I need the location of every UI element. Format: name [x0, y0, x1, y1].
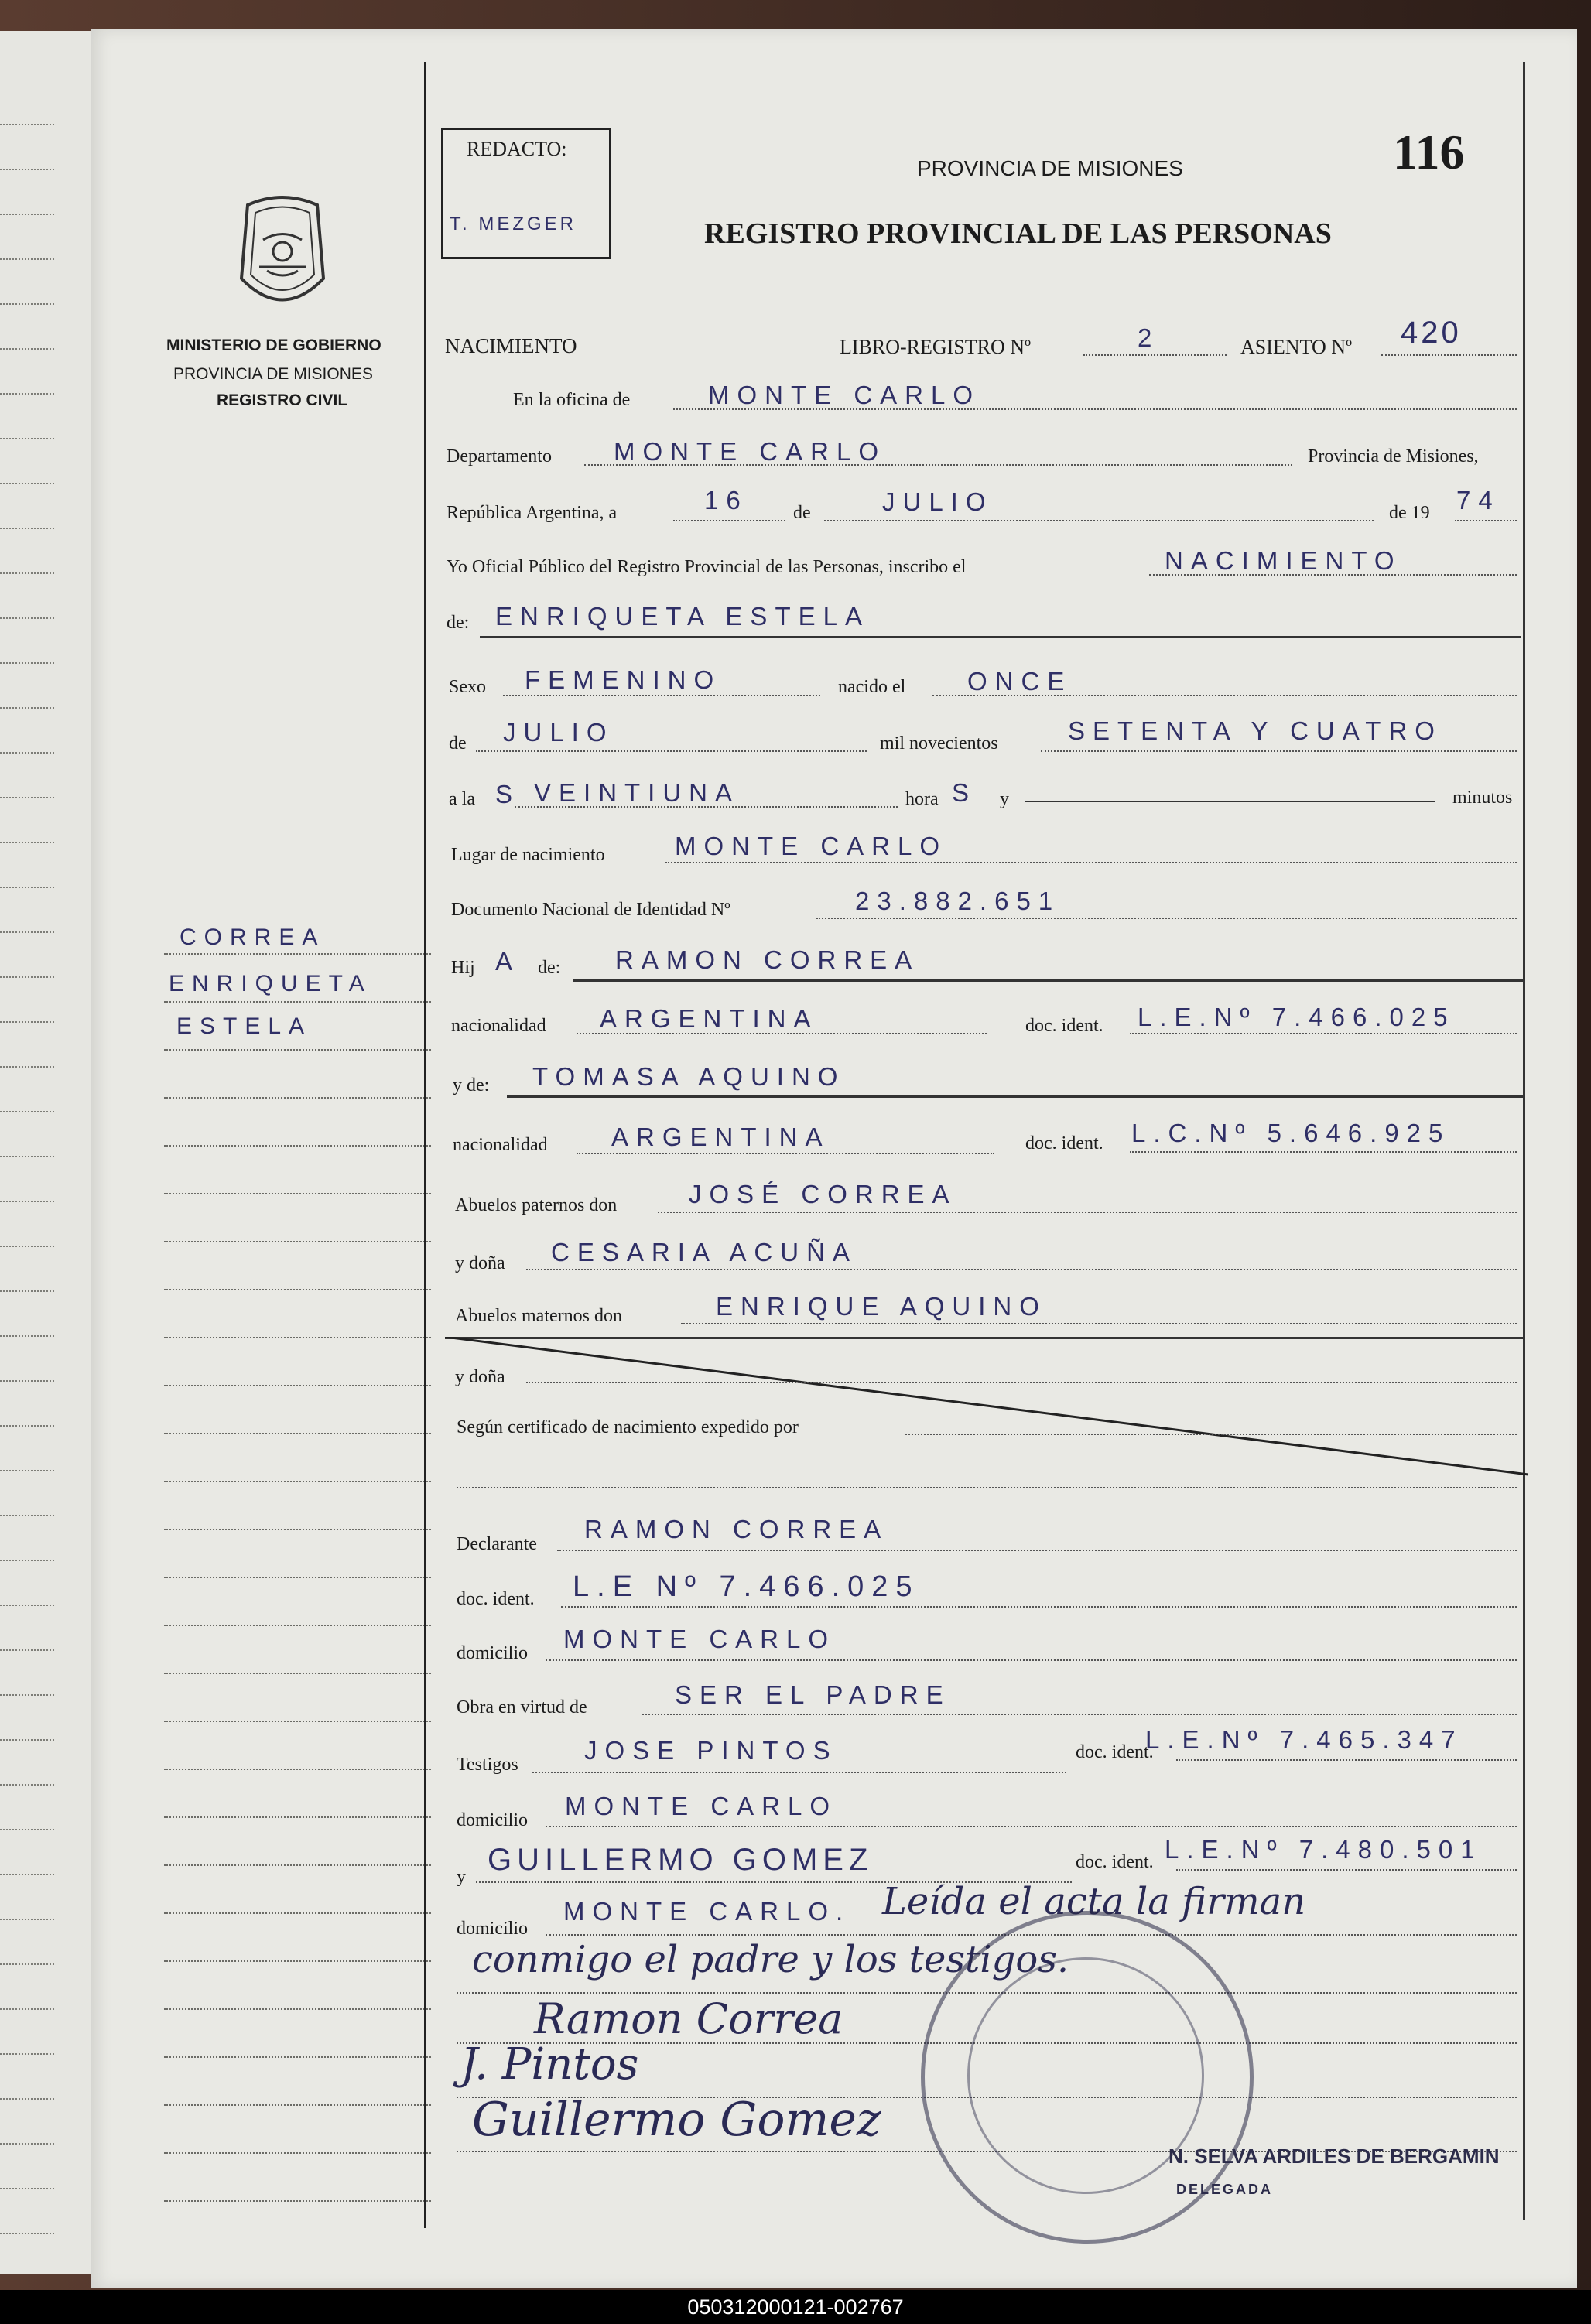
left-page-rule [0, 1380, 54, 1382]
left-page-rule [0, 1246, 54, 1247]
margin-rule [164, 1625, 431, 1626]
official-name-stamp: N. SELVA ARDILES DE BERGAMIN [1168, 2145, 1500, 2168]
year-value: 74 [1456, 486, 1500, 514]
left-page-rule [0, 393, 54, 395]
dni-label: Documento Nacional de Identidad Nº [451, 900, 730, 920]
obra-label: Obra en virtud de [457, 1697, 587, 1717]
left-page-rule [0, 931, 54, 933]
declarante-doc: L.E Nº 7.466.025 [573, 1570, 920, 1603]
margin-rule [164, 1721, 431, 1722]
left-page-rule [0, 2008, 54, 2010]
margin-note-surname: CORREA [180, 924, 326, 950]
asiento-value: 420 [1401, 316, 1462, 350]
testigo1-doc: L.E.Nº 7.465.347 [1145, 1725, 1463, 1754]
testigo2-domicilio: MONTE CARLO. [563, 1897, 851, 1926]
closing-line2: conmigo el padre y los testigos. [472, 1938, 1069, 1981]
content-right-border [1523, 62, 1525, 2220]
abuelo-paterno: JOSÉ CORREA [689, 1180, 957, 1208]
asiento-label: ASIENTO Nº [1240, 336, 1353, 358]
testigo2-name: GUILLERMO GOMEZ [488, 1843, 874, 1877]
record-type-label: NACIMIENTO [445, 334, 577, 357]
father-doc: L.E.Nº 7.466.025 [1138, 1003, 1456, 1031]
y-de-label: y de: [453, 1075, 490, 1095]
margin-rule [164, 1912, 431, 1914]
closing-line1: Leída el acta la firman [882, 1880, 1306, 1923]
de-label2: de [449, 733, 467, 754]
margin-rule [164, 1289, 431, 1290]
margin-note-name1: ENRIQUETA [169, 971, 372, 996]
declarante-name: RAMON CORREA [584, 1515, 889, 1543]
provincial-crest-icon [232, 193, 333, 317]
lugar-value: MONTE CARLO [675, 832, 948, 860]
registered-name: ENRIQUETA ESTELA [495, 602, 870, 631]
hora-value: VEINTIUNA [534, 778, 741, 807]
redacto-box [441, 128, 611, 259]
redacto-value: T. MEZGER [450, 214, 577, 234]
margin-rule [164, 1337, 431, 1338]
oficina-value: MONTE CARLO [708, 381, 981, 409]
left-page-rule [0, 348, 54, 350]
left-page-rule [0, 1829, 54, 1830]
father-name: RAMON CORREA [615, 945, 920, 974]
left-page-rule [0, 572, 54, 574]
margin-rule [164, 1241, 431, 1242]
left-page-rule [0, 1156, 54, 1157]
testigo2-doc: L.E.Nº 7.480.501 [1165, 1835, 1483, 1864]
nacido-value: ONCE [967, 667, 1073, 695]
declarante-doc-label: doc. ident. [457, 1589, 535, 1609]
hij-suffix: A [495, 947, 521, 976]
left-page-rule [0, 752, 54, 754]
left-page-rule [0, 1515, 54, 1516]
hora-label: hora [905, 789, 939, 809]
day-value: 16 [704, 486, 748, 514]
left-page-rule [0, 1649, 54, 1651]
departamento-value: MONTE CARLO [614, 437, 887, 466]
left-page-rule [0, 1560, 54, 1561]
left-page-rule [0, 2053, 54, 2055]
margin-rule [164, 1673, 431, 1674]
left-page-rule [0, 124, 54, 125]
left-page-rule [0, 1919, 54, 1920]
father-nacionalidad: ARGENTINA [600, 1004, 819, 1033]
left-page-rule [0, 662, 54, 664]
testigo1-domicilio: MONTE CARLO [565, 1792, 838, 1820]
left-page-rule [0, 1739, 54, 1741]
margin-rule [164, 2104, 431, 2106]
cancel-diagonal [445, 1337, 1528, 1476]
abuelos-maternos-label: Abuelos maternos don [455, 1306, 622, 1326]
content-left-border [424, 62, 426, 2228]
left-page-rule [0, 2188, 54, 2189]
left-page-rule [0, 214, 54, 215]
abuelo-materno: ENRIQUE AQUINO [716, 1292, 1047, 1321]
left-page-rule [0, 2098, 54, 2100]
margin-rule [164, 1529, 431, 1530]
mil-value: SETENTA Y CUATRO [1068, 716, 1442, 745]
left-page-rule [0, 1425, 54, 1427]
left-page-rule [0, 707, 54, 709]
margin-rule [164, 2056, 431, 2058]
left-page-rule [0, 169, 54, 170]
margin-rule [164, 1816, 431, 1818]
margin-rule [164, 1481, 431, 1482]
testigo1-domicilio-label: domicilio [457, 1810, 528, 1830]
ala-s: S [495, 780, 521, 808]
name-underline [480, 636, 1521, 638]
mother-underline [507, 1095, 1524, 1098]
left-page-rule [0, 1694, 54, 1696]
margin-rule [164, 1193, 431, 1194]
left-page-rule [0, 1335, 54, 1337]
left-page-rule [0, 1111, 54, 1112]
mother-doc: L.C.Nº 5.646.925 [1131, 1119, 1451, 1147]
margin-rule [164, 1385, 431, 1386]
departamento-label: Departamento [447, 446, 552, 467]
left-page-rule [0, 1874, 54, 1875]
left-page-rule [0, 887, 54, 888]
left-page-rule [0, 1963, 54, 1965]
margin-rule [164, 2200, 431, 2202]
father-underline [573, 979, 1524, 982]
testigo1-doc-label: doc. ident. [1076, 1742, 1154, 1762]
margin-rule [164, 1097, 431, 1099]
signature-testigo2: Guillermo Gomez [472, 2093, 881, 2147]
redacto-label: REDACTO: [467, 138, 567, 160]
libro-label: LIBRO-REGISTRO Nº [840, 336, 1032, 358]
mother-name: TOMASA AQUINO [532, 1062, 846, 1091]
testigos-label: Testigos [457, 1755, 518, 1775]
hij-de: de: [538, 958, 561, 978]
registry-title: REGISTRO PROVINCIAL DE LAS PERSONAS [704, 217, 1332, 250]
margin-rule [164, 1769, 431, 1770]
y-dona-label: y doña [455, 1253, 505, 1273]
declarante-domicilio-label: domicilio [457, 1643, 528, 1663]
segun-label: Según certificado de nacimiento expedido por [457, 1417, 799, 1437]
y-label2: y [457, 1867, 466, 1887]
left-page-edge [0, 31, 94, 2274]
page-number: 116 [1393, 125, 1465, 179]
testigo2-doc-label: doc. ident. [1076, 1852, 1154, 1872]
oficial-value: NACIMIENTO [1165, 546, 1402, 575]
left-page-rule [0, 1784, 54, 1786]
left-page-rule [0, 976, 54, 978]
ministry-line3: REGISTRO CIVIL [217, 391, 348, 409]
signature-testigo1: J. Pintos [460, 2039, 639, 2090]
official-title-stamp: DELEGADA [1176, 2182, 1274, 2197]
mother-doc-label: doc. ident. [1025, 1133, 1103, 1153]
sexo-value: FEMENINO [525, 665, 722, 694]
testigo2-domicilio-label: domicilio [457, 1919, 528, 1939]
mother-nacionalidad-label: nacionalidad [453, 1135, 548, 1155]
y-dona-label2: y doña [455, 1367, 505, 1387]
left-page-rule [0, 1066, 54, 1068]
libro-value: 2 [1138, 323, 1160, 352]
left-page-rule [0, 528, 54, 529]
lugar-label: Lugar de nacimiento [451, 845, 605, 865]
left-page-rule [0, 1201, 54, 1202]
oficial-text: Yo Oficial Público del Registro Provincial de las Personas, inscribo el [447, 557, 967, 577]
y-label: y [1000, 789, 1009, 809]
ministry-line2: PROVINCIA DE MISIONES [173, 365, 373, 383]
province-title: PROVINCIA DE MISIONES [917, 156, 1183, 180]
left-page-rule [0, 483, 54, 484]
left-page-rule [0, 2143, 54, 2145]
left-page-rule [0, 1021, 54, 1023]
image-code-footer: 050312000121-002767 [0, 2290, 1591, 2324]
de-colon-label: de: [447, 613, 470, 633]
hora-s: S [952, 778, 977, 807]
left-page-rule [0, 797, 54, 798]
nacido-month: JULIO [503, 718, 614, 747]
testigo1-name: JOSE PINTOS [584, 1736, 838, 1765]
left-page-rule [0, 1605, 54, 1606]
declarante-label: Declarante [457, 1534, 537, 1554]
signature-declarante: Ramon Correa [534, 1994, 843, 2043]
left-page-rule [0, 2233, 54, 2234]
father-doc-label: doc. ident. [1025, 1016, 1103, 1036]
month-value: JULIO [882, 487, 994, 516]
provincia-suffix: Provincia de Misiones, [1308, 446, 1479, 467]
father-nacionalidad-label: nacionalidad [451, 1016, 546, 1036]
left-page-rule [0, 842, 54, 843]
margin-rule [164, 2152, 431, 2154]
margin-rule [164, 2008, 431, 2010]
left-page-rule [0, 438, 54, 439]
year-prefix: de 19 [1389, 503, 1430, 523]
mil-label: mil novecientos [880, 733, 998, 754]
margin-rule [164, 1001, 431, 1003]
nacido-label: nacido el [838, 677, 906, 697]
republica-label: República Argentina, a [447, 503, 618, 523]
ala-label: a la [449, 789, 475, 809]
ministry-line1: MINISTERIO DE GOBIERNO [166, 337, 381, 354]
dni-value: 23.882.651 [855, 887, 1061, 915]
margin-rule [164, 1145, 431, 1147]
left-page-rule [0, 258, 54, 260]
oficina-label: En la oficina de [513, 390, 631, 410]
declarante-domicilio: MONTE CARLO [563, 1625, 837, 1653]
minutos-dash [1025, 801, 1435, 802]
margin-rule [164, 1049, 431, 1051]
left-page-rule [0, 617, 54, 619]
margin-note-name2: ESTELA [176, 1013, 313, 1039]
margin-rule [164, 1960, 431, 1962]
margin-rule [164, 1577, 431, 1578]
sexo-label: Sexo [449, 677, 486, 697]
margin-rule [164, 1433, 431, 1434]
mother-nacionalidad: ARGENTINA [611, 1123, 830, 1151]
de-label: de [793, 503, 811, 523]
left-page-rule [0, 1290, 54, 1292]
minutos-label: minutos [1452, 788, 1513, 808]
margin-rule [164, 1864, 431, 1866]
abuela-paterna: CESARIA ACUÑA [551, 1238, 857, 1266]
obra-value: SER EL PADRE [675, 1680, 951, 1709]
left-page-rule [0, 1470, 54, 1471]
left-page-rule [0, 303, 54, 305]
hij-label: Hij [451, 958, 475, 978]
margin-rule [164, 953, 431, 955]
abuelos-paternos-label: Abuelos paternos don [455, 1195, 618, 1215]
